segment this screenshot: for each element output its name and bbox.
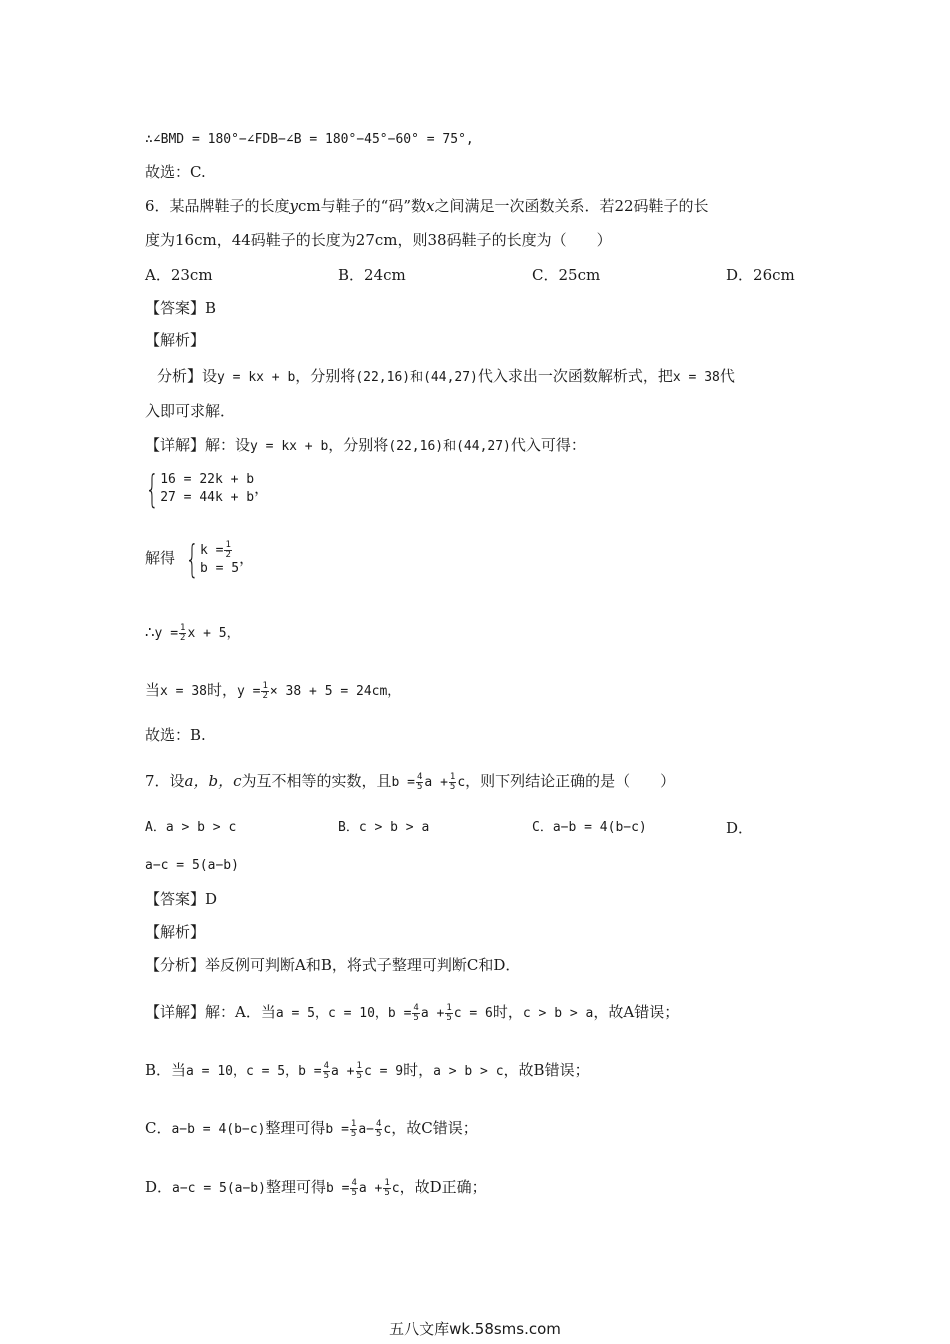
q7-dC-a: C． — [145, 1119, 172, 1137]
q6-text-c: 之间满足一次函数关系．若22码鞋子的长 — [434, 197, 709, 215]
thus-rest: x + 5， — [187, 626, 240, 641]
fraction-four-fifths — [375, 1120, 382, 1139]
q6-jiexi-text: 【解析】 — [145, 331, 206, 349]
q6-detail-points: (22,16)和(44,27) — [388, 439, 511, 454]
q7-option-a — [145, 818, 236, 838]
q7-eq-b: a + — [424, 775, 448, 790]
system-2-tail: ， — [239, 549, 255, 567]
q6-option-b — [338, 265, 406, 285]
frac-den: 5 — [384, 1187, 390, 1198]
when-x: x = 38 — [160, 684, 207, 699]
q7-dD-g: ，故D正确； — [399, 1178, 487, 1196]
frac-num: 4 — [351, 1177, 357, 1188]
fraction-four-fifths — [412, 1004, 419, 1023]
q7-detail-b — [145, 1060, 590, 1082]
frac-num: 4 — [413, 1002, 419, 1013]
q7-eq-c: c — [457, 775, 466, 790]
q7-dB-e: 时， — [403, 1061, 434, 1079]
q6-analysis-b: ，分别将 — [295, 367, 356, 385]
frac-num: 1 — [449, 771, 456, 782]
q7-dD-d: b = — [325, 1181, 350, 1196]
left-brace-icon: { — [145, 467, 159, 511]
q6-jiexi — [145, 330, 205, 350]
q7-dA-c: a + — [420, 1006, 445, 1021]
q7-dD-a: D． — [145, 1178, 173, 1196]
fraction-half — [224, 541, 231, 560]
q7-dB-d: c = 9 — [363, 1064, 404, 1079]
q7-option-d — [726, 818, 753, 838]
q7-dA-d: c = 6 — [453, 1006, 493, 1021]
system-2-rows — [200, 541, 239, 578]
q6-detail-c: 代入可得： — [510, 436, 586, 454]
q7-vars: a，b，c — [184, 772, 242, 790]
frac-num: 1 — [180, 622, 186, 633]
q7-detail-c — [145, 1118, 478, 1140]
fraction-one-fifth — [350, 1120, 357, 1139]
thus-y: y = — [154, 626, 179, 641]
q6-text-line2: 度为16cm，44码鞋子的长度为27cm，则38码鞋子的长度为（ ） — [145, 231, 612, 249]
system-1-rows — [160, 471, 254, 507]
q7-detail-a — [145, 1002, 679, 1024]
fraction-one-fifth — [356, 1062, 363, 1081]
q7-dC-b: a−b = 4(b−c) — [171, 1122, 266, 1137]
q6-option-d — [726, 265, 795, 285]
fraction-four-fifths — [323, 1062, 330, 1081]
when-y: y = — [237, 684, 261, 699]
frac-num: 4 — [323, 1060, 330, 1071]
when-text: 当 — [145, 681, 161, 699]
frac-den: 5 — [417, 781, 423, 792]
when-rest: × 38 + 5 = 24cm， — [269, 684, 401, 699]
q7-detail-d — [145, 1177, 487, 1199]
substitution-line — [145, 680, 400, 702]
system-1 — [140, 467, 255, 511]
q7-option-d-text: a−c = 5(a−b) — [145, 858, 239, 873]
therefore-symbol: ∴ — [145, 623, 155, 641]
system-1-tail: ， — [254, 479, 270, 497]
q6-analysis-eq: y = kx + b — [217, 370, 296, 385]
q7-dC-f: c — [383, 1122, 392, 1137]
q6-analysis-line2 — [145, 401, 235, 421]
frac-num: 4 — [375, 1118, 382, 1129]
q7-option-b — [338, 818, 429, 838]
frac-den: 5 — [323, 1070, 330, 1081]
frac-num: 1 — [446, 1002, 452, 1013]
frac-num: 1 — [356, 1060, 362, 1071]
q6-analysis-c: 代入求出一次函数解析式，把 — [477, 367, 673, 385]
q6-answer-text: 【答案】B — [145, 299, 217, 317]
frac-num: 1 — [262, 680, 268, 691]
q6-var-y: y — [289, 197, 299, 215]
q7-answer-text: 【答案】D — [145, 890, 218, 908]
frac-num: 4 — [417, 771, 423, 782]
q7-jiexi-text: 【解析】 — [145, 923, 206, 941]
when-shi: 时， — [206, 681, 237, 699]
q7-dA-b: a = 5，c = 10，b = — [275, 1006, 412, 1021]
q6-detail-a: 【详解】解：设 — [145, 436, 251, 454]
q7-option-d-label: D． — [726, 819, 754, 837]
q7-option-d-cont — [145, 856, 239, 876]
q7-jiexi — [145, 922, 205, 942]
frac-den: 2 — [262, 690, 268, 701]
frac-den: 5 — [449, 781, 456, 792]
q6-option-c — [532, 265, 600, 285]
q6-option-b-text: B．24cm — [338, 266, 406, 284]
q7-dD-b: a−c = 5(a−b) — [172, 1181, 266, 1196]
q7-dA-g: ，故A错误； — [593, 1003, 680, 1021]
q7-dD-f: c — [391, 1181, 400, 1196]
q7-option-c — [532, 818, 647, 838]
q7-answer — [145, 889, 217, 909]
q6-detail-eq: y = kx + b — [250, 439, 329, 454]
q6-choose-text: 故选：B. — [145, 726, 206, 744]
q6-option-a-text: A．23cm — [145, 266, 213, 284]
q7-dB-a: B．当 — [145, 1061, 187, 1079]
q6-analysis-x: x = 38 — [672, 370, 720, 385]
solution-system — [145, 537, 255, 581]
fraction-one-fifth — [383, 1179, 390, 1198]
fraction-half — [179, 624, 186, 643]
choice-c-line — [145, 162, 206, 182]
q7-eq-a: b = — [391, 775, 415, 790]
q6-analysis-line2-text: 入即可求解． — [145, 402, 236, 420]
system-1-row-1: 16 = 22k + b — [160, 472, 255, 487]
frac-den: 5 — [356, 1070, 362, 1081]
q7-dD-e: a + — [358, 1181, 383, 1196]
q6-analysis-a: 分析】设 — [157, 367, 218, 385]
q6-var-x: x — [426, 197, 435, 215]
angle-equation: ∴∠BMD = 180°−∠FDB−∠B = 180°−45°−60° = 75°, — [145, 132, 474, 147]
q6-detail-line — [145, 435, 586, 457]
system-2 — [180, 537, 240, 581]
fraction-four-fifths — [350, 1179, 357, 1198]
function-result-line — [145, 622, 240, 644]
fraction-one-fifth — [449, 773, 456, 792]
system-2-row-k — [200, 541, 239, 560]
equation-system-1 — [140, 467, 270, 511]
q7-dC-g: ，故C错误； — [391, 1119, 478, 1137]
system-2-k: k = — [199, 542, 224, 558]
fraction-one-fifth — [445, 1004, 452, 1023]
left-brace-icon: { — [185, 537, 199, 581]
frac-den: 5 — [446, 1012, 452, 1023]
choice-text: 故选：C. — [145, 163, 206, 181]
q7-text-c: ，则下列结论正确的是（ ） — [465, 772, 676, 790]
q7-option-a-text: A．a > b > c — [145, 820, 237, 835]
frac-den: 5 — [350, 1128, 357, 1139]
q7-dB-g: ，故B错误； — [503, 1061, 590, 1079]
jiede-text: 解得 — [145, 549, 176, 567]
q7-option-c-text: C．a−b = 4(b−c) — [532, 820, 647, 835]
fraction-half — [261, 682, 268, 701]
question-7-line1 — [145, 771, 675, 793]
frac-num: 1 — [350, 1118, 357, 1129]
q6-answer — [145, 298, 216, 318]
q7-dA-f: c > b > a — [522, 1006, 594, 1021]
q6-analysis-line1 — [157, 366, 735, 388]
question-6-line2 — [145, 230, 612, 250]
system-2-b: b = 5 — [199, 560, 240, 576]
q7-dA-a: 【详解】解：A．当 — [145, 1003, 276, 1021]
q7-dD-c: 整理可得 — [265, 1178, 326, 1196]
frac-den: 2 — [180, 632, 186, 643]
q6-option-d-text: D．26cm — [726, 266, 795, 284]
q7-text-a: 7．设 — [145, 772, 185, 790]
q7-dB-f: a > b > c — [433, 1064, 504, 1079]
q7-dA-e: 时， — [492, 1003, 523, 1021]
q7-analysis-text: 【分析】举反例可判断A和B，将式子整理可判断C和D． — [145, 956, 521, 974]
q7-option-b-text: B．c > b > a — [338, 820, 430, 835]
question-6-line1 — [145, 196, 709, 216]
system-1-row-2: 27 = 44k + b — [160, 490, 255, 505]
q7-dC-e: a− — [358, 1122, 374, 1137]
q7-text-b: 为互不相等的实数，且 — [241, 772, 392, 790]
q6-text-a: 6．某品牌鞋子的长度 — [145, 197, 290, 215]
angle-conclusion-line — [145, 128, 474, 150]
q6-text-b: cm与鞋子的“码”数 — [298, 197, 426, 215]
frac-num: 1 — [384, 1177, 390, 1188]
footer-watermark: 五八文库wk.58sms.com — [389, 1320, 561, 1338]
q7-dB-c: a + — [331, 1064, 355, 1079]
q7-dC-c: 整理可得 — [265, 1119, 326, 1137]
q6-choose-line — [145, 725, 206, 745]
q7-analysis — [145, 955, 520, 975]
q6-option-a — [145, 265, 213, 285]
frac-den: 5 — [375, 1128, 382, 1139]
q7-dC-d: b = — [325, 1122, 349, 1137]
fraction-four-fifths — [416, 773, 423, 792]
frac-den: 5 — [351, 1187, 357, 1198]
q6-analysis-d: 代 — [719, 367, 735, 385]
q6-analysis-points: (22,16)和(44,27) — [355, 370, 478, 385]
frac-den: 5 — [413, 1012, 419, 1023]
q6-option-c-text: C．25cm — [532, 266, 601, 284]
q7-dB-b: a = 10，c = 5，b = — [186, 1064, 322, 1079]
frac-num: 1 — [225, 539, 231, 550]
frac-den: 2 — [225, 549, 231, 560]
q6-detail-b: ，分别将 — [328, 436, 389, 454]
